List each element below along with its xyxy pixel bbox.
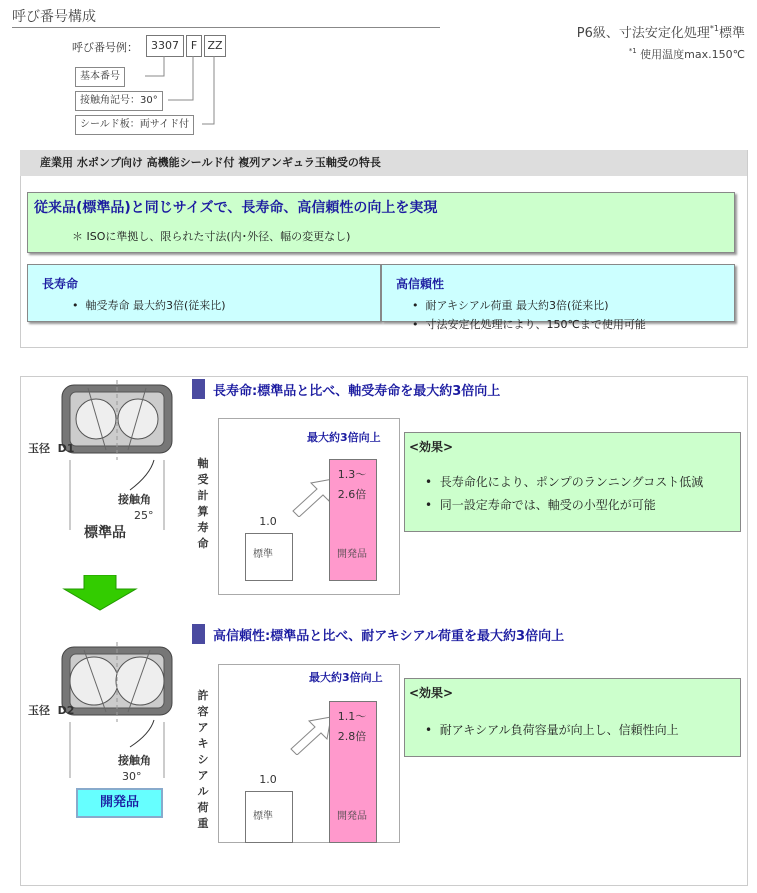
std-angle-label: 接触角 xyxy=(118,493,151,506)
code-angle: F xyxy=(186,35,202,57)
dev-product-badge: 開発品 xyxy=(76,788,163,818)
section1-marker xyxy=(192,379,205,399)
reliability-item-2: • 寸法安定化処理により、150℃まで使用可能 xyxy=(412,318,646,331)
page-title: 呼び番号構成 xyxy=(12,9,96,25)
chart1-category-standard: 標準 xyxy=(253,549,273,560)
main-feature-title: 従来品(標準品)と同じサイズで、長寿命、高信頼性の向上を実現 xyxy=(34,200,438,216)
code-basic: 3307 xyxy=(146,35,184,57)
long-life-box xyxy=(27,264,381,322)
long-life-title: 長寿命 xyxy=(42,277,79,291)
temp-note xyxy=(629,46,745,62)
reliability-title: 高信頼性 xyxy=(396,277,445,291)
dev-angle-label: 接触角 xyxy=(118,754,151,767)
temp-footnote-mark: *1 xyxy=(628,47,637,55)
section1-title: 長寿命:標準品と比べ、軸受寿命を最大約3倍向上 xyxy=(213,384,501,399)
chart1-value-developed: 1.3～ 2.6倍 xyxy=(337,468,367,501)
main-feature-note: ＊ ISOに準拠し、限られた寸法(内･外径、幅の変更なし) xyxy=(72,230,351,243)
code-shield: ZZ xyxy=(204,35,226,57)
chart1-title: 最大約3倍向上 xyxy=(307,431,381,444)
section2-title: 高信頼性:標準品と比べ、耐アキシアル荷重を最大約3倍向上 xyxy=(213,629,565,644)
chart1-value-standard: 1.0 xyxy=(259,515,277,528)
bearing-standard-illustration xyxy=(40,380,180,540)
grade-note xyxy=(577,22,745,41)
long-life-item: • 軸受寿命 最大約3倍(従来比) xyxy=(72,299,226,312)
chart2-category-developed: 開発品 xyxy=(337,811,367,822)
std-ball-label: 玉径 D1 xyxy=(28,442,75,455)
chart1 xyxy=(218,418,400,595)
std-product-name: 標準品 xyxy=(84,525,126,541)
chart2-title: 最大約3倍向上 xyxy=(309,671,383,684)
chart2-ylabel: 許容アキシアル荷重 xyxy=(197,689,209,830)
section2-effects-box xyxy=(404,678,741,757)
section1-effects-title: <効果> xyxy=(409,440,454,454)
dev-angle-value: 30° xyxy=(122,770,142,783)
grade-suffix: 標準 xyxy=(718,26,745,41)
chart2-category-standard: 標準 xyxy=(253,811,273,822)
tag-basic-number: 基本番号 xyxy=(75,67,125,87)
chart2-value-developed: 1.1～ 2.8倍 xyxy=(337,710,367,743)
features-heading: 産業用 水ポンプ向け 高機能シールド付 複列アンギュラ玉軸受の特長 xyxy=(20,150,747,176)
chart2-value-standard: 1.0 xyxy=(259,773,277,786)
example-label: 呼び番号例： xyxy=(72,41,138,54)
tag-contact-angle: 接触角記号：30° xyxy=(75,91,163,111)
grade-footnote-mark: *1 xyxy=(709,24,719,33)
temp-text: 使用温度max.150℃ xyxy=(636,48,745,61)
tag-shield: シールド板：両サイド付 xyxy=(75,115,194,135)
chart1-category-developed: 開発品 xyxy=(337,549,367,560)
dev-ball-label: 玉径 D2 xyxy=(28,704,75,717)
section2-marker xyxy=(192,624,205,644)
chart2 xyxy=(218,664,400,843)
reliability-item-1: • 耐アキシアル荷重 最大約3倍(従来比) xyxy=(412,299,609,312)
section1-effect-1: • 長寿命化により、ポンプのランニングコスト低減 xyxy=(425,475,704,489)
section1-effects-box xyxy=(404,432,741,532)
grade-text: P6級、寸法安定化処理 xyxy=(576,26,710,41)
section1-effect-2: • 同一設定寿命では、軸受の小型化が可能 xyxy=(425,498,656,512)
chart1-ylabel: 軸受計算寿命 xyxy=(197,457,209,550)
section2-effects-title: <効果> xyxy=(409,686,454,700)
std-angle-value: 25° xyxy=(134,509,154,522)
reliability-box xyxy=(381,264,735,322)
down-arrow-icon xyxy=(62,575,138,611)
chart2-arrow-icon xyxy=(287,715,335,755)
section2-effect-1: • 耐アキシアル負荷容量が向上し、信頼性向上 xyxy=(425,723,679,737)
